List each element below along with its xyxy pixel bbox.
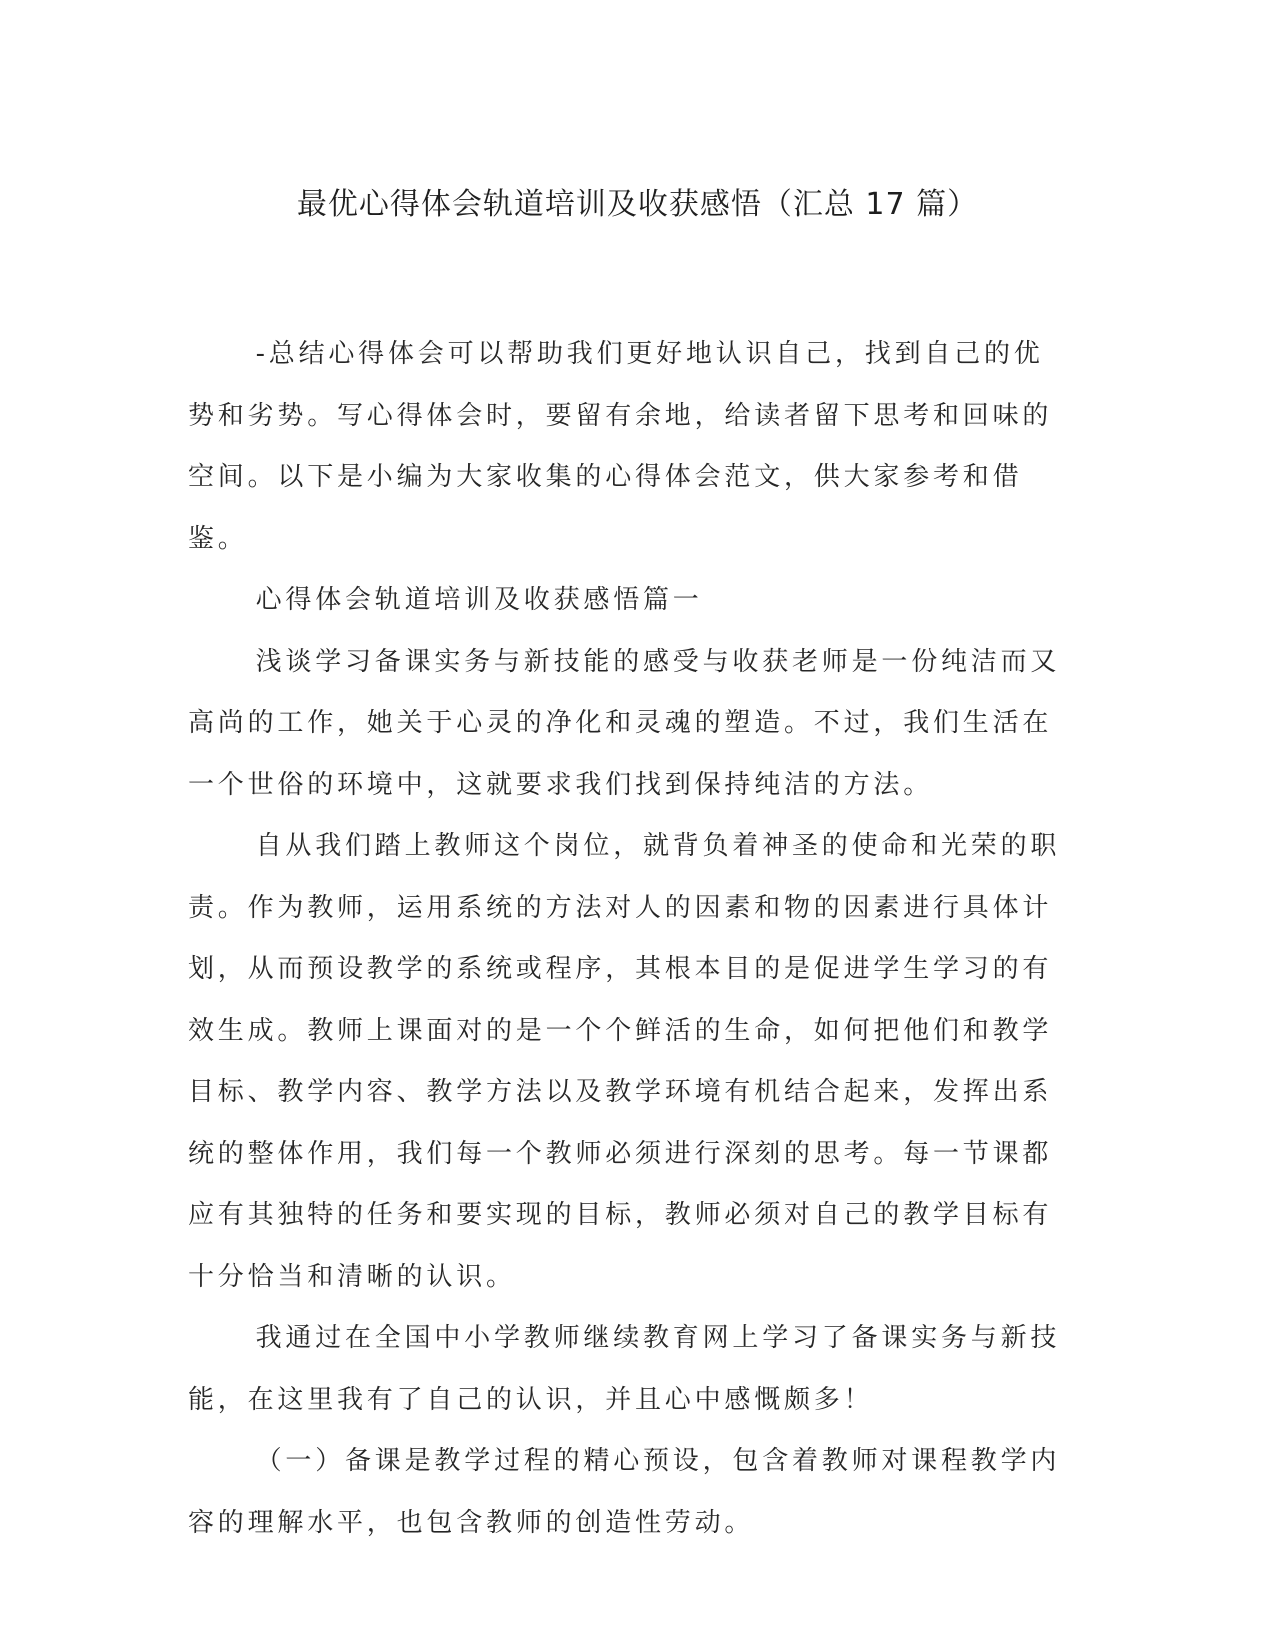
intro-paragraph: -总结心得体会可以帮助我们更好地认识自己，找到自己的优势和劣势。写心得体会时，要留有余地，给读者留下思考和回味的空间。以下是小编为大家收集的心得体会范文，供大家参考和借鉴。 bbox=[188, 339, 1053, 554]
body-paragraph-1: 浅谈学习备课实务与新技能的感受与收获老师是一份纯洁而又高尚的工作，她关于心灵的净化和灵魂的塑造。不过，我们生活在一个世俗的环境中，这就要求我们找到保持纯洁的方法。 bbox=[188, 646, 1061, 800]
document-body bbox=[188, 324, 1068, 1554]
body-paragraph-4: （一）备课是教学过程的精心预设，包含着教师对课程教学内容的理解水平，也包含教师的创造性劳动。 bbox=[188, 1446, 1061, 1538]
body-paragraph-2: 自从我们踏上教师这个岗位，就背负着神圣的使命和光荣的职责。作为教师，运用系统的方法对人的因素和物的因素进行具体计划，从而预设教学的系统或程序，其根本目的是促进学生学习的有效生成。教师上课面对的是一个个鲜活的生命，如何把他们和教学目标、教学内容、教学方法以及教学环境有机结合起来，发挥出系统的整体作用，我们每一个教师必须进行深刻的思考。每一节课都应有其独特的任务和要实现的目标，教师必须对自己的教学目标有十分恰当和清晰的认识。 bbox=[188, 831, 1061, 1292]
document-title: 最优心得体会轨道培训及收获感悟（汇总 17 篇） bbox=[296, 187, 979, 222]
section-heading: 心得体会轨道培训及收获感悟篇一 bbox=[255, 585, 703, 615]
body-paragraph-3: 我通过在全国中小学教师继续教育网上学习了备课实务与新技能，在这里我有了自己的认识，并且心中感慨颇多！ bbox=[188, 1323, 1061, 1415]
